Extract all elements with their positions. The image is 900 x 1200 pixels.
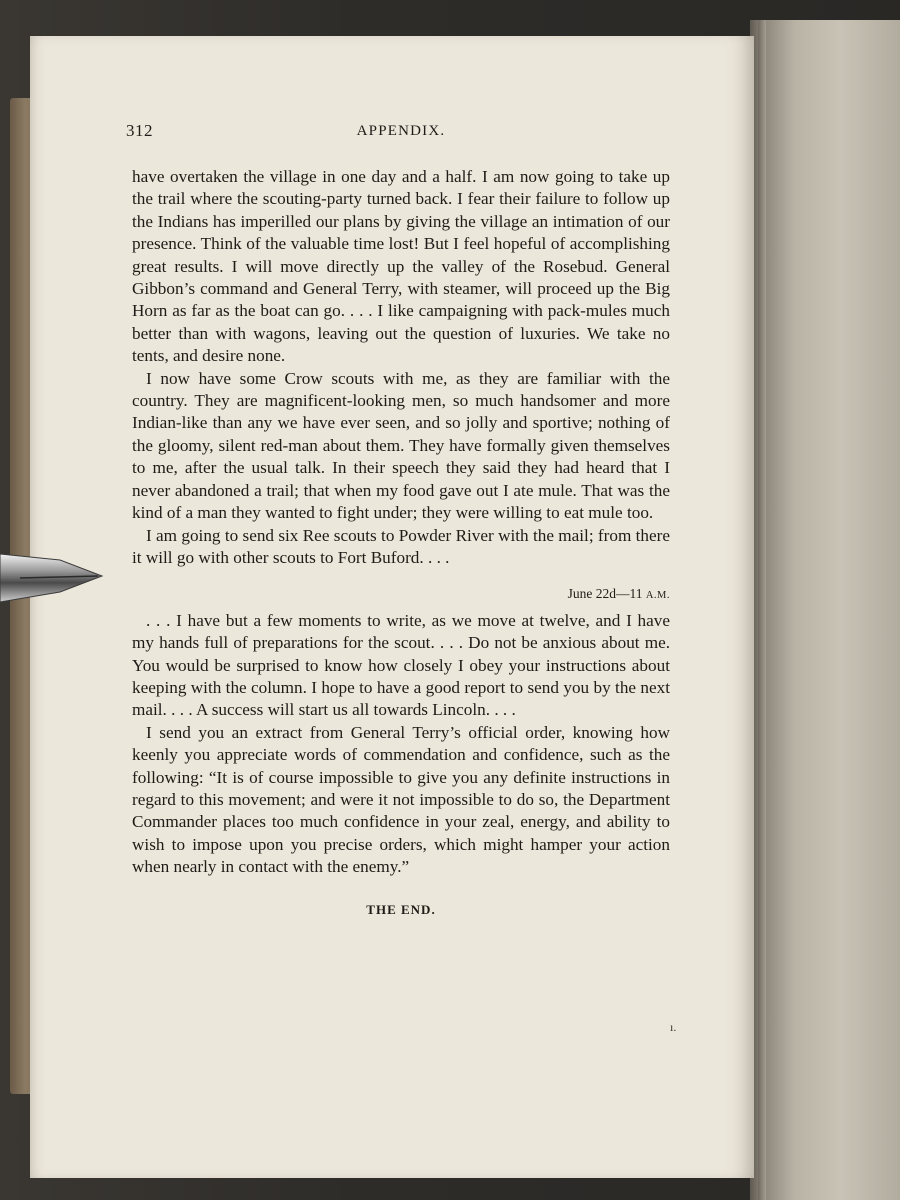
paragraph-3: I am going to send six Ree scouts to Powder River with the mail; from there it will go with other scouts to Fort Buford. . . .: [132, 525, 670, 567]
facing-page-edge: [750, 20, 900, 1200]
book-page: [30, 36, 754, 1178]
running-head: APPENDIX.: [356, 123, 446, 139]
pen-pointer-icon: [0, 548, 104, 610]
page-text-block: [126, 120, 670, 921]
page-number: 312: [126, 121, 153, 140]
paragraph-4: . . . I have but a few moments to write, as we move at twelve, and I have my hands full of preparations for the scout. . . . Do not be anxious about me. You would be surprised to know how closely I obey your instructions about keeping with the column. I hope to have a good report to send you by the next mail. . . . A success will start us all towards Lincoln. . . .: [132, 610, 670, 720]
the-end-label: THE END.: [366, 901, 436, 917]
paragraph-2: I now have some Crow scouts with me, as they are familiar with the country. They are magnificent-looking men, so much handsomer and more Indian-like than any we have ever seen, and so jolly and sportive; nothing of the gloomy, silent red-man about them. They have formally given themselves to me, after the usual talk. In their speech they said they had heard that I never abandoned a trail; that when my food gave out I ate mule. That was the kind of a man they wanted to fight under; they were willing to eat mule too.: [132, 368, 670, 523]
dateline-date: June 22d—11: [567, 586, 643, 602]
stray-mark: ı.: [670, 1020, 677, 1034]
page-header: [126, 120, 670, 144]
dateline-time-suffix: A.M.: [645, 590, 670, 602]
paragraph-5: I send you an extract from General Terry’s official order, knowing how keenly you appreciate words of commendation and confidence, such as the following: “It is of course impossible to give you any definite instructions in regard to this movement; and were it not impossible to do so, the Department Commander places too much confidence in your zeal, energy, and ability to wish to impose upon you precise orders, which might hamper your action when nearly in contact with the enemy.”: [132, 722, 670, 877]
dateline: [132, 583, 670, 607]
paragraph-1: have overtaken the village in one day and a half. I am now going to take up the trail where the scouting-party turned back. I fear their failure to follow up the Indians has imperilled our plans by giving the village an intimation of our presence. Think of the valuable time lost! But I feel hopeful of accomplishing great results. I will move directly up the valley of the Rosebud. General Gibbon’s command and General Terry, with steamer, will proceed up the Big Horn as far as the boat can go. . . . I like campaigning with pack-mules much better than with wagons, leaving out the question of luxuries. We take no tents, and desire none.: [132, 167, 670, 366]
